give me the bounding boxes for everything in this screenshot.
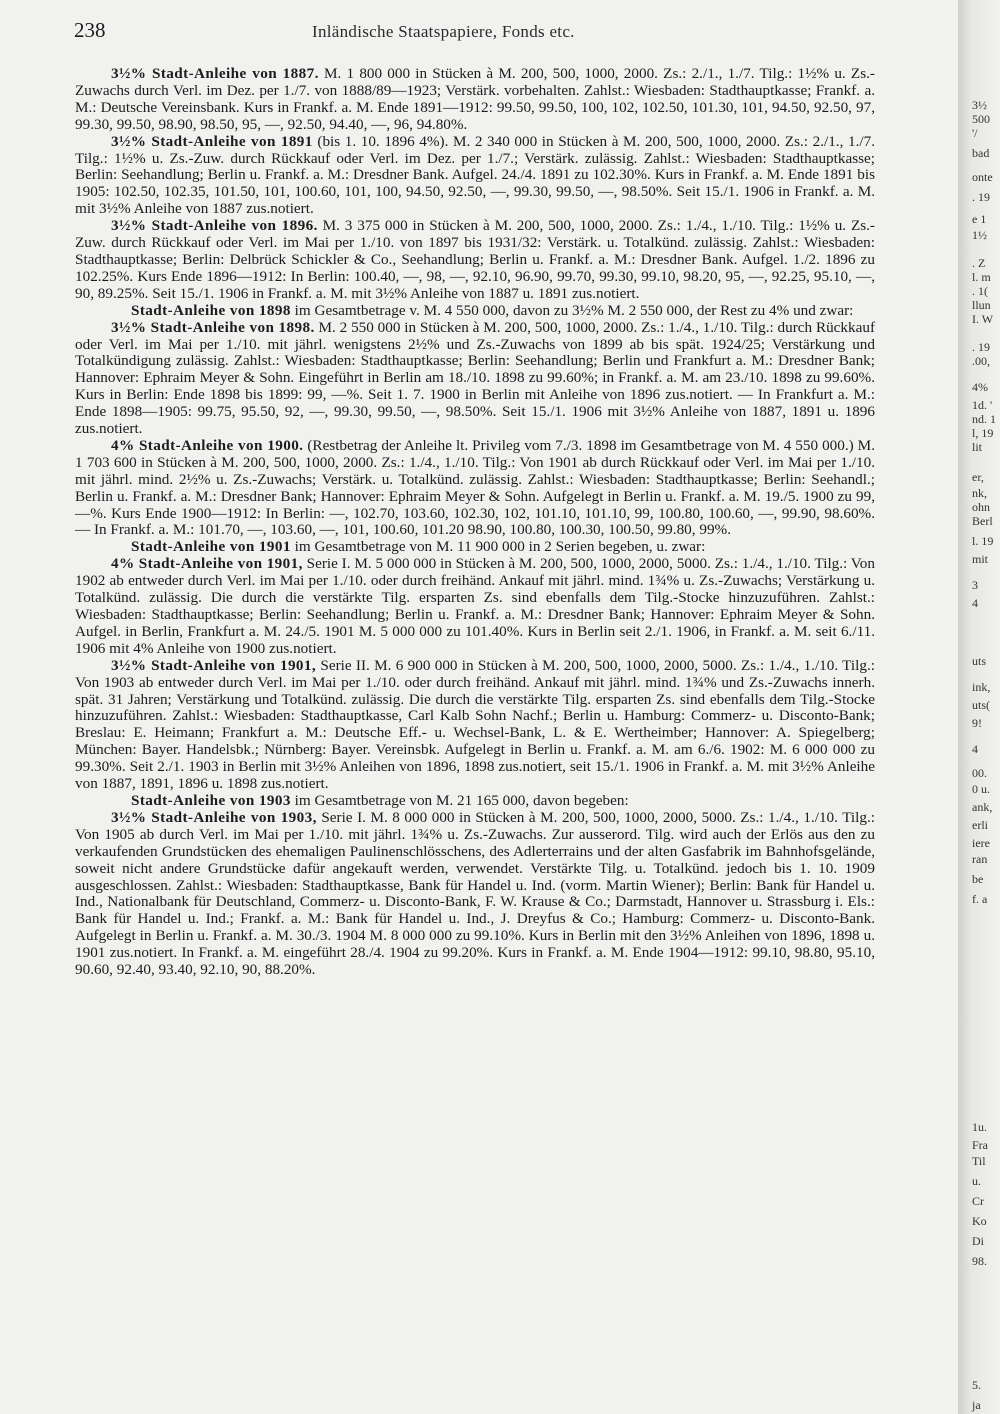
- bond-title: 4% Stadt-Anleihe von 1900.: [111, 436, 304, 454]
- bond-title: Stadt-Anleihe von 1901: [131, 538, 291, 556]
- page-body: [75, 66, 875, 979]
- gutter-text-fragment: nd. 1: [972, 412, 996, 426]
- gutter-text-fragment: 1u.: [972, 1120, 987, 1134]
- gutter-text-fragment: bad: [972, 146, 990, 160]
- page-number: 238: [74, 18, 106, 42]
- section-heading-paragraph: [75, 303, 875, 320]
- gutter-text-fragment: Di: [972, 1234, 984, 1248]
- gutter-text-fragment: 00.: [972, 766, 987, 780]
- gutter-text-fragment: 500: [972, 112, 990, 126]
- page-header: [74, 18, 874, 48]
- running-head: Inländische Staatspapiere, Fonds etc.: [312, 22, 575, 41]
- gutter-text-fragment: Cr: [972, 1194, 984, 1208]
- gutter-text-fragment: 9!: [972, 716, 982, 730]
- bond-details: (Restbetrag der Anleihe lt. Privileg vom 7./3. 1898 im Gesamtbetrage von M. 4 550 000.) M. 1 703 600 in Stücken à M. 200, 500, 1000, 2000. Zs.: 1./4., 1./10. Tilg.: Von 1901 ab durch Rückkauf oder Verl. im Mai per 1./10. mit jährl. mind. 2½% u. Zs.-Zuwachs; Verstärk. u. Totalkünd. zulässig. Zahlst.: Wiesbaden: Stadthauptkasse; Berlin: Seehandl.; Berlin u. Frankf. a. M.: Dresdner Bank; Hannover: Ephraim Meyer & Sohn. Aufgelegt in Berlin u. Frankf. a. M. 19./5. 1900 zu 99,—%. Kurs Ende 1900—1912: In Berlin: —, 102.70, 103.60, 102.30, 102, 101.10, 101.10, 99, 100.80, 100.60, —, 99.90, 98.60%. — In Frankf. a. M.: 101.70, —, 103.60, —, 101, 100.60, 101.20 98.90, 100.80, 100.30, 100.50, 99.80, 99%.: [75, 436, 875, 539]
- bond-details: Serie I. M. 5 000 000 in Stücken à M. 200, 500, 1000, 2000, 5000. Zs.: 1./4., 1./10. Tilg.: Von 1902 ab entweder durch Verl. im Mai per 1./10. oder durch freihänd. Ankauf mit jährl. mind. 1¾% u. Zs.-Zuwachs; Verstärkung u. Totalkünd. zulässig. Die durch die verstärkte Tilg. ersparten Zs. sind ebenfalls dem Tilg.-Stocke hinzuzuführen. Zahlst.: Wiesbaden: Stadthauptkasse; Berlin: Seehandlung; Berlin u. Frankf. a. M.: Dresdner Bank; Hannover: Ephraim Meyer & Sohn. Aufgel. in Berlin, Frankfurt a. M. 24./5. 1901 M. 5 000 000 zu 101.40%. Kurs in Berlin seit 2./1. 1906, in Frankf. a. M. seit 6./11. 1906 mit 4% Anleihe von 1900 zus.notiert.: [75, 555, 875, 657]
- gutter-text-fragment: u.: [972, 1174, 981, 1188]
- bond-details: M. 1 800 000 in Stücken à M. 200, 500, 1000, 2000. Zs.: 2./1., 1./7. Tilg.: 1½% u. Zs.-Zuwachs durch Verl. im Dez. per 1./7. von 1888/89—1923; Verstärk. vorbehalten. Zahlst.: Wiesbaden: Stadthauptkasse; Frankf. a. M.: Deutsche Vereinsbank. Kurs in Frankf. a. M. Ende 1891—1912: 99.50, 99.50, 100, 102, 102.50, 101.30, 101, 94.50, 92.50, 97, 99.30, 99.50, 98.90, 98.50, 95, —, 92.50, 94.40, —, 96, 94.80%.: [75, 65, 875, 133]
- gutter-text-fragment: l. 19: [972, 534, 994, 548]
- gutter-text-fragment: Berl: [972, 514, 993, 528]
- gutter-text-fragment: I. W: [972, 312, 994, 326]
- gutter-text-fragment: 5.: [972, 1378, 981, 1392]
- gutter-text-fragment: er,: [972, 470, 984, 484]
- gutter-text-fragment: 4%: [972, 380, 988, 394]
- gutter-text-fragment: 1d. ': [972, 398, 993, 412]
- gutter-text-fragment: uts(: [972, 698, 990, 712]
- gutter-text-fragment: 4: [972, 742, 978, 756]
- bond-title: 3½% Stadt-Anleihe von 1901,: [111, 656, 317, 674]
- gutter-text-fragment: onte: [972, 170, 993, 184]
- bond-title: Stadt-Anleihe von 1898: [131, 301, 291, 319]
- gutter-text-fragment: Til: [972, 1154, 986, 1168]
- gutter-text-fragment: . 19: [972, 190, 990, 204]
- bond-details: Serie II. M. 6 900 000 in Stücken à M. 200, 500, 1000, 2000, 5000. Zs.: 1./4., 1./10. Tilg.: Von 1903 ab entweder durch Verl. im Mai per 1./10. oder durch freihänd. Ankauf mit jährl. mind. 1¾% und Zs.-Zuwachs innerh. spät. 31 Jahren; Verstärkung und Totalkünd. zulässig. Die durch die verstärkte Tilg. ersparten Zs. sind ebenfalls dem Tilg.-Stocke hinzuzuführen. Zahlst.: Wiesbaden: Stadthauptkasse, Carl Kalb Sohn Nachf.; Berlin u. Hamburg: Commerz- u. Disconto-Bank; Breslau: E. Heimann; Frankfurt a. M.: Deutsche Eff.- u. Wechsel-Bank, L. & E. Wertheimber; Hannover: A. Spiegelberg; München: Bayer. Handelsbk.; Nürnberg: Bayer. Vereinsbk. Aufgelegt in Berlin u. Frankf. a. M. am 6./6. 1902: M. 6 000 000 zu 99.30%. Seit 2./1. 1903 in Berlin mit 3½% Anleihen von 1896, 1898 zus.notiert, seit 15./1. 1906 in Frankf. a. M. mit 3½% Anleihe von 1887, 1891, 1896 u. 1898 zus.notiert.: [75, 656, 875, 793]
- gutter-text-fragment: mit: [972, 552, 989, 566]
- bond-details: M. 2 550 000 in Stücken à M. 200, 500, 1000, 2000. Zs.: 1./4., 1./10. Tilg.: durch Rückkauf oder Verl. im Mai per 1./10. mit jährl. wenigstens 2½% und Zs.-Zuwachs von 1899 ab bis spät. 1924/25; Verstärkung und Totalkündigung zulässig. Zahlst.: Wiesbaden: Stadthauptkasse; Berlin: Seehandlung; Berlin und Frankfurt a. M.: Dresdner Bank; Hannover: Ephraim Meyer & Sohn. Eingeführt in Berlin am 18./10. 1898 zu 99.60%; in Frankf. a. M. am 23./10. 1898 zu 99.60%. Kurs in Berlin: Ende 1898 bis 1899: 99, —%. Seit 1. 7. 1900 in Berlin mit Anleihe von 1896 zus.notiert. — In Frankfurt a. M.: Ende 1898—1905: 99.75, 95.50, 92, —, 99.30, 99.50, —, 98.50%. Seit 15./1. 1906 mit 3½% Anleihe von 1887, 1891 u. 1896 zus.notiert.: [75, 318, 875, 438]
- bond-entry-paragraph: [75, 320, 875, 438]
- bond-details: im Gesamtbetrage v. M. 4 550 000, davon zu 3½% M. 2 550 000, der Rest zu 4% und zwar:: [290, 301, 854, 319]
- bond-details: M. 3 375 000 in Stücken à M. 200, 500, 1000, 2000. Zs.: 1./4., 1./10. Tilg.: 1½% u. Zs.-Zuw. durch Rückkauf oder Verl. im Mai per 1./10. von 1897 bis 1931/32: Verstärk. u. Totalkünd. zulässig. Zahlst.: Wiesbaden: Stadthauptkasse; Berlin: Delbrück Schickler & Co., Seehandlung; Berlin u. Frankf. a. M.: Dresdner Bank. Aufgel. 1./2. 1896 zu 102.25%. Kurs Ende 1896—1912: In Berlin: 100.40, —, 98, —, 92.10, 96.90, 99.70, 99.30, 99.10, 98.20, 95, —, 92.25, 95.10, —, 90, 89.25%. Seit 15./1. 1906 in Frankf. a. M. mit 3½% Anleihe von 1887 u. 1891 zus.notiert.: [75, 217, 875, 302]
- bond-entry-paragraph: [75, 556, 875, 657]
- gutter-text-fragment: ran: [972, 852, 988, 866]
- bond-details: im Gesamtbetrage von M. 21 165 000, davon begeben:: [290, 791, 629, 809]
- gutter-text-fragment: erli: [972, 818, 988, 832]
- bond-entry-paragraph: [75, 66, 875, 134]
- gutter-text-fragment: 1½: [972, 228, 987, 242]
- gutter-text-fragment: ink,: [972, 680, 991, 694]
- bond-details: (bis 1. 10. 1896 4%). M. 2 340 000 in Stücken à M. 200, 500, 1000, 2000. Zs.: 2./1., 1./7. Tilg.: 1½% u. Zs.-Zuw. durch Rückkauf oder Verl. im Dez. per 1./7.; Verstärk. zulässig. Zahlst.: Wiesbaden: Stadthauptkasse; Berlin: Seehandlung; Berlin u. Frankf. a. M.: Dresdner Bank. Aufgel. 24./4. 1891 zu 102.30%. Kurs in Frankf. a. M. Ende 1891 bis 1905: 102.50, 102.35, 101.50, 101, 100.60, 101, 100, 94.50, 92.50, —, 99.30, 99.50, —, 98.50%. Seit 15./1. 1906 in Frankf. a. M. mit 3½% Anleihe von 1887 zus.notiert.: [75, 132, 875, 218]
- bond-title: Stadt-Anleihe von 1903: [131, 791, 291, 809]
- gutter-text-fragment: 98.: [972, 1254, 987, 1268]
- gutter-text-fragment: Fra: [972, 1138, 988, 1152]
- section-heading-paragraph: [75, 539, 875, 556]
- bond-details: im Gesamtbetrage von M. 11 900 000 in 2 Serien begeben, u. zwar:: [290, 538, 706, 556]
- gutter-text-fragment: iere: [972, 836, 990, 850]
- bond-title: 3½% Stadt-Anleihe von 1898.: [111, 318, 315, 336]
- gutter-text-fragment: ohn: [972, 500, 990, 514]
- gutter-text-fragment: l. m: [972, 270, 991, 284]
- bond-title: 3½% Stadt-Anleihe von 1891: [111, 132, 313, 150]
- gutter-text-fragment: . 1(: [972, 284, 988, 298]
- gutter-text-fragment: ank,: [972, 800, 993, 814]
- bond-entry-paragraph: [75, 438, 875, 539]
- bond-details: Serie I. M. 8 000 000 in Stücken à M. 200, 500, 1000, 2000, 5000. Zs.: 1./4., 1./10. Tilg.: Von 1905 ab durch Verl. im Mai per 1./10. mit jährl. 1¾% u. Zs.-Zuwachs. Zur ausserord. Tilg. wird auch der Erlös aus den zu verkaufenden Grundstücken des ehemaligen Paulinenschlösschens, des Adlerterrains und der alten Gasfabrik im Bahnhofsgelände, soweit nicht andere Grundstücke dafür angekauft werden, verwendet. Verstärkte Tilg. u. Totalkünd. jedoch bis 1. 10. 1909 ausgeschlossen. Zahlst.: Wiesbaden: Stadthauptkasse, Bank für Handel u. Ind. (vorm. Martin Wiener); Berlin: Bank für Handel u. Ind., Nationalbank für Deutschland, Commerz- u. Disconto-Bank, F. W. Krause & Co.; Darmstadt, Hannover u. Strassburg i. Els.: Bank für Handel u. Ind.; Frankf. a. M.: Bank für Handel u. Ind., J. Dreyfus & Co.; Hamburg: Commerz- u. Disconto-Bank. Aufgelegt in Berlin u. Frankf. a. M. 30./3. 1904 M. 8 000 000 zu 99.10%. Kurs in Berlin mit den 3½% Anleihen von 1896, 1898 u. 1901 zus.notiert. In Frankf. a. M. eingeführt 28./4. 1904 zu 99.20%. Kurs in Frankf. a. M. Ende 1904—1912: 99.10, 98.80, 95.10, 90.60, 92.40, 93.40, 92.10, 90, 88.20%.: [75, 808, 875, 979]
- gutter-text-fragment: . Z: [972, 256, 986, 270]
- bond-title: 3½% Stadt-Anleihe von 1896.: [111, 217, 318, 235]
- gutter-text-fragment: 0 u.: [972, 782, 990, 796]
- bond-title: 3½% Stadt-Anleihe von 1903,: [111, 808, 317, 826]
- section-heading-paragraph: [75, 793, 875, 810]
- gutter-text-fragment: f. a: [972, 892, 988, 906]
- bond-entry-paragraph: [75, 810, 875, 979]
- gutter-text-fragment: be: [972, 872, 984, 886]
- bond-entry-paragraph: [75, 134, 875, 219]
- bond-title: 3½% Stadt-Anleihe von 1887.: [111, 65, 319, 82]
- gutter-text-fragment: ja: [972, 1398, 981, 1412]
- gutter-text-fragment: uts: [972, 654, 987, 668]
- bond-entry-paragraph: [75, 218, 875, 303]
- bond-title: 4% Stadt-Anleihe von 1901,: [111, 555, 303, 573]
- gutter-text-fragment: .00,: [972, 354, 990, 368]
- adjacent-page-edge: [958, 0, 1000, 1414]
- gutter-text-fragment: Ko: [972, 1214, 987, 1228]
- gutter-text-fragment: '/: [972, 126, 978, 140]
- gutter-text-fragment: 4: [972, 596, 978, 610]
- gutter-text-fragment: nk,: [972, 486, 987, 500]
- gutter-text-fragment: lit: [972, 440, 983, 454]
- bond-entry-paragraph: [75, 658, 875, 793]
- gutter-text-fragment: e 1: [972, 212, 987, 226]
- gutter-text-fragment: l, 19: [972, 426, 994, 440]
- gutter-text-fragment: . 19: [972, 340, 990, 354]
- gutter-text-fragment: 3: [972, 578, 978, 592]
- gutter-text-fragment: 3½: [972, 98, 987, 112]
- gutter-text-fragment: llun: [972, 298, 991, 312]
